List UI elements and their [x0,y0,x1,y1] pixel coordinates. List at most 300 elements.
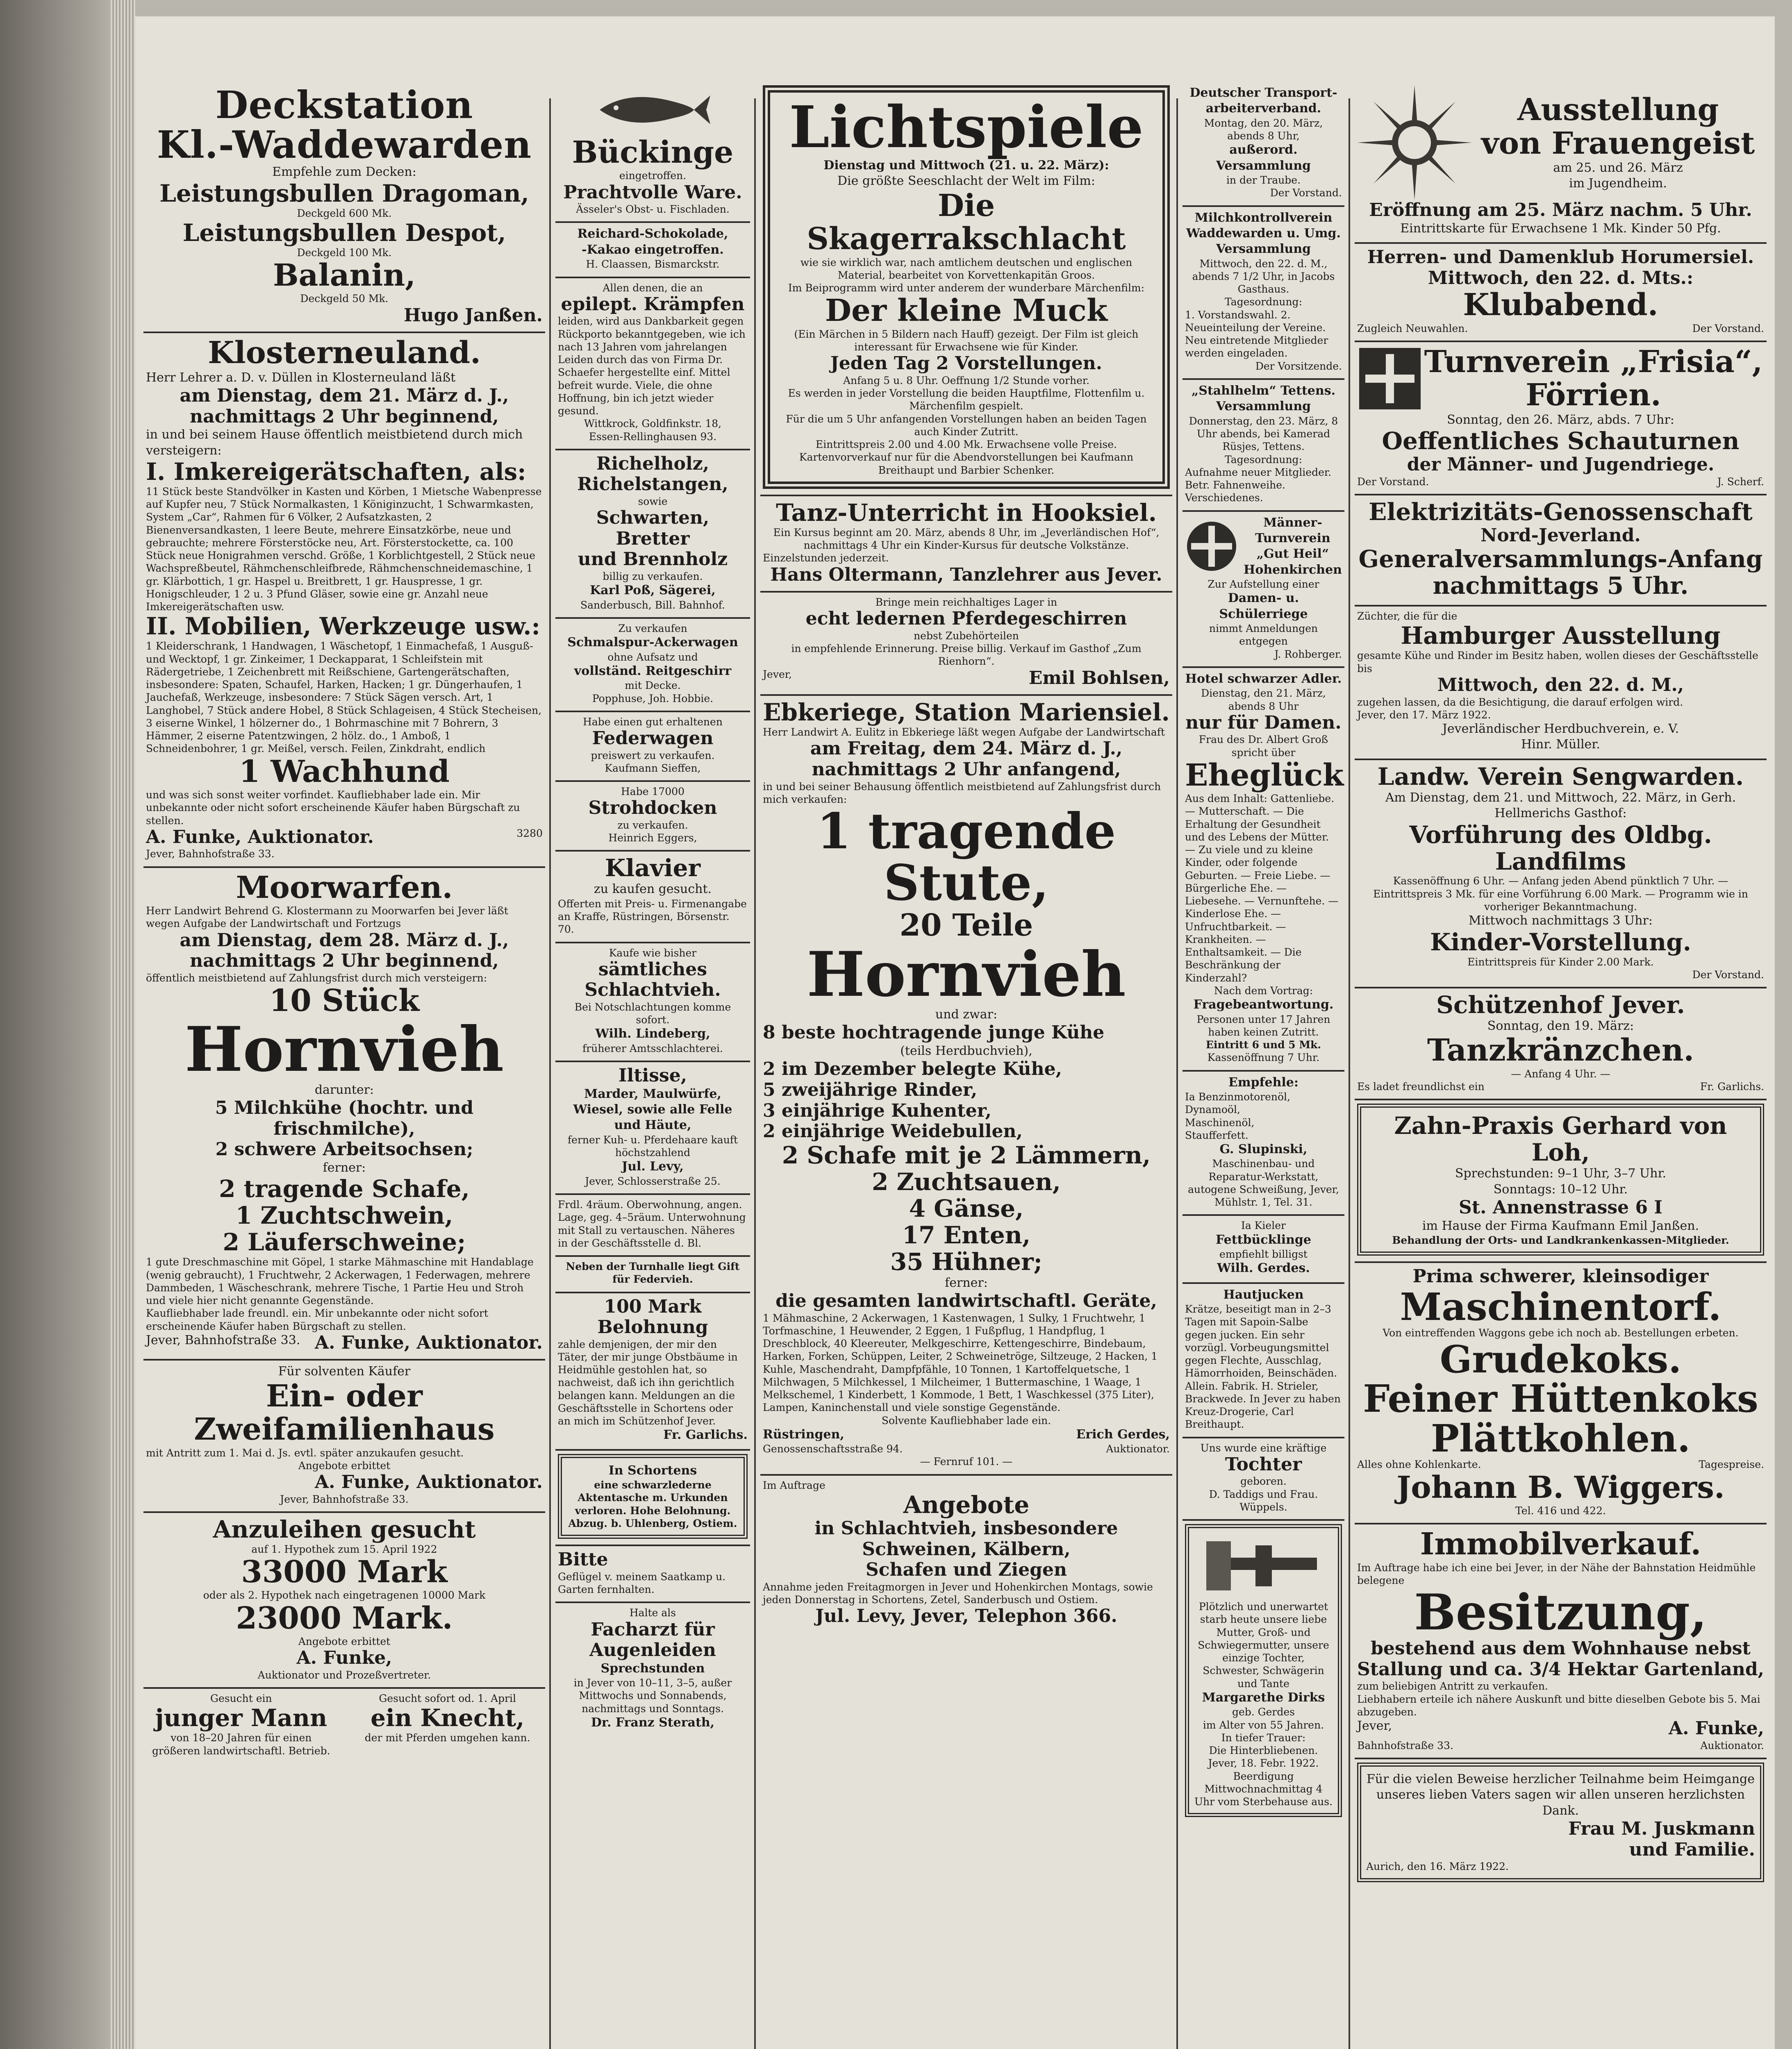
ad-text: Frau des Dr. Albert Groß spricht über [1198,734,1328,759]
ad-text: Mittwoch nachmittags 3 Uhr: [1468,913,1653,928]
signature: Heinrich Eggers, [608,832,697,844]
product-item: Ia Benzinmotorenöl, [1185,1091,1290,1103]
ad-text: Geflügel v. meinem Saatkamp u. Garten fernhalten. [558,1570,726,1596]
ad-text: oder als 2. Hypothek nach eingetragenen 10000 Mark [203,1589,486,1601]
ad-text: Aus dem Inhalt: Gattenliebe. — Mutterschaft. — Die Erhaltung der Gesundheit und des Lebens der Mütter. — Zu viele und zu kleine Kinder, oder folgende Geburten. — Freie Liebe. — Bürgerliche Ehe. — Liebesehe. — Vernunftehe. — Kinderlose Ehe. — Unfruchtbarkeit. — Krankheiten. — Enthaltsamkeit. — Die Beschränkung der Kinderzahl? [1185,793,1339,984]
ad-title: nachmittags 5 Uhr. [1433,572,1689,600]
ad-buckinge [555,82,750,223]
ad-text: Ein Kursus beginnt am 20. März, abends 8 Uhr, im „Jeverländischen Hof“, nachmittags 4 Uhr ein Kinder-Kursus für deutsche Volkstänze. [773,526,1160,551]
ad-text: mit Antritt zum 1. Mai d. Js. evtl. später anzukaufen gesucht. [146,1447,464,1459]
ad-text: nebst Zubehörteilen [914,629,1019,642]
ad-text: Beerdigung Mittwochnachmittag 4 Uhr vom Sterbehause aus. [1194,1770,1333,1808]
ad-text: Montag, den 20. März, abends 8 Uhr, [1204,117,1323,142]
ad-title: Maschinentorf. [1400,1284,1722,1329]
ad-title: Feiner Hüttenkoks [1363,1377,1758,1421]
ad-title: Versammlung [1216,399,1311,414]
ad-schuetzenhof [1355,988,1767,1100]
ad-title: Facharzt für [591,1619,715,1640]
column-2 [555,82,750,2049]
address: Jever, Bahnhofstraße 33. [146,1333,300,1347]
ad-text: und was sich sonst weiter vorfindet. Kaufliebhaber lade ein. Mir unbekannte oder nicht sofort erscheinende Käufer haben Bürgschaft zu stellen. [146,789,520,827]
ad-turnverein-frisia [1355,342,1767,495]
column-5 [1355,82,1767,2049]
ad-title: junger Mann [155,1704,327,1732]
ad-title: Tanz-Unterricht in Hooksiel. [776,498,1157,527]
address: Jever, [1357,1719,1392,1733]
ad-title: Anzuleihen gesucht [213,1515,476,1543]
film-title: Der kleine Muck [825,293,1108,329]
ad-title: Eheglück [1185,757,1344,793]
ad-title: echt ledernen Pferdegeschirren [805,608,1127,629]
ad-title: Immobilverkauf. [1420,1527,1701,1562]
ad-gift [555,1257,750,1293]
ad-text: Bringe mein reichhaltiges Lager in [875,596,1057,609]
signature: Hugo Janßen. [403,304,543,326]
ad-text: Zur Aufstellung einer [1208,578,1319,591]
ad-text: in der Traube. [1226,174,1301,186]
bull-name: Balanin, [273,257,416,293]
ad-title: ein Knecht, [371,1704,525,1732]
ad-text: Anfang 5 u. 8 Uhr. Oeffnung 1/2 Stunde vorher. [843,374,1090,386]
signature-role: Auktionator. [1700,1739,1764,1751]
ad-title: Elektrizitäts-Genossenschaft [1369,497,1753,526]
ad-title: Männer- [1263,515,1322,530]
item-count: 20 Teile [899,908,1033,943]
ad-text: Es ladet freundlichst ein [1357,1081,1485,1093]
ad-date: am Dienstag, dem 21. März d. J., [180,385,509,406]
item-heading: 1 tragende Stute, [816,802,1116,912]
ad-text: Zu verkaufen [618,622,687,634]
ad-title: Sprechstunden [600,1661,705,1676]
ad-traueranzeige [1183,1521,1344,1823]
signature: Erich Gerdes, [1076,1427,1170,1442]
livestock-item: 5 Milchkühe (hochtr. und frischmilche), [215,1097,474,1139]
amount: 23000 Mark. [236,1600,453,1636]
ad-title: Nord-Jeverland. [1480,525,1641,546]
ad-title: Federwagen [592,728,714,749]
bull-name: Leistungsbullen Despot, [182,218,506,247]
ad-title: Grudekoks. [1440,1337,1682,1381]
ad-text: am 25. und 26. März [1553,161,1683,175]
ad-text: 1 gute Dreschmaschine mit Göpel, 1 starke Mähmaschine mit Handablage (wenig gebraucht), 1 Fruchtwehr, 2 Ackerwagen, 1 Federwagen, mehrere Dammbeden, 1 Wäscheschrank, mehrere Tische, 1 Partie Heu und Stroh und viele hier nicht genannte Gegenstände. [146,1256,534,1306]
ad-title: Schmalspur-Ackerwagen [567,635,738,650]
ad-ackerwagen [555,619,750,712]
ad-subtitle: Jeden Tag 2 Vorstellungen. [830,353,1103,374]
ad-title: Wiesel, sowie alle Felle [573,1102,732,1117]
ad-text: Tagesordnung: [1224,453,1302,466]
product-item: Dynamoöl, [1185,1104,1240,1116]
ad-title: Plättkohlen. [1430,1416,1691,1461]
ad-strohdocken [555,782,750,852]
ad-title: Strohdocken [588,797,717,819]
ad-text: Sonntags: 10–12 Uhr. [1493,1182,1628,1197]
ad-title: sämtliches [598,959,707,980]
column-4 [1183,82,1344,2049]
livestock-item: 2 tragende Schafe, [219,1175,470,1203]
ad-title: Vorführung des Oldbg. Landfilms [1409,820,1712,875]
address: Jever, Bahnhofstraße 33. [280,1493,409,1505]
ad-junger-mann [146,1692,337,1757]
ad-text: bestehend aus dem Wohnhause nebst Stallung und ca. 3/4 Hektar Gartenland, [1357,1638,1764,1680]
ad-title: außerord. Versammlung [1216,143,1311,173]
ad-pferdegeschirre [760,593,1172,696]
ad-eheglueck [1183,668,1344,1072]
ad-title: Margarethe Dirks [1202,1690,1325,1705]
ad-text: Halte als [629,1607,676,1619]
ad-text: Herr Lehrer a. D. v. Düllen in Klosterneuland läßt [146,370,456,385]
livestock-item: 4 Gänse, [909,1194,1024,1222]
address: Jever, [763,668,792,680]
product-item: Staufferfett. [1185,1129,1248,1141]
ad-text: Plötzlich und unerwartet starb heute unsere liebe Mutter, Groß- und Schwiegermutter, unsere einzige Tochter, Schwester, Schwägerin und Tante [1198,1601,1329,1690]
ad-text: Sprechstunden: 9–1 Uhr, 3–7 Uhr. [1455,1166,1667,1181]
address: früherer Amtsschlachterei. [582,1042,723,1054]
address: Sanderbusch, Bill. Bahnhof. [580,599,725,611]
ad-title: Fragebeantwortung. [1193,997,1334,1012]
ad-title: Empfehle: [1228,1075,1299,1090]
ad-title: Kinder-Vorstellung. [1430,928,1691,956]
ad-title: Generalversammlungs-Anfang [1358,545,1763,573]
product-item: Maschinenöl, [1185,1116,1255,1129]
ad-klavier [555,852,750,943]
signature: A. Funke, Auktionator. [315,1472,543,1493]
ad-title: und Häute, [614,1118,691,1133]
ad-text: zu verkaufen. [617,819,688,831]
ad-title: der Männer- und Jugendriege. [1407,454,1715,475]
signature: Der Vorstand. [1692,322,1764,334]
ad-text: Die größte Seeschlacht der Welt im Film: [837,174,1095,189]
ad-text: Im Auftrage habe ich eine bei Jever, in der Nähe der Bahnstation Heidmühle belegene [1357,1561,1756,1586]
fee: Deckgeld 50 Mk. [300,293,389,305]
ad-text: Es werden in jeder Vorstellung die beiden Hauptfilme, Flottenfilm u. Märchenfilm gespielt. [788,387,1145,412]
livestock-item: die gesamten landwirtschaftl. Geräte, [775,1290,1157,1311]
signature: Hans Oltermann, Tanzlehrer aus Jever. [770,564,1162,585]
ad-knecht [352,1692,543,1757]
ad-title: Marder, Maulwürfe, [584,1086,721,1101]
livestock-item: 35 Hühner; [890,1247,1043,1276]
signature: H. Claassen, Bismarckstr. [586,258,720,270]
ad-text: — Anfang 4 Uhr. — [1511,1068,1610,1080]
ad-text: (Ein Märchen in 5 Bildern nach Hauff) gezeigt. Der Film ist gleich interessant für Erwachsene wie für Kinder. [794,328,1139,353]
sunburst-icon [1357,85,1472,200]
ad-text: Eintrittspreis für Kinder 2.00 Mark. [1467,956,1654,968]
address: Essen-Rellinghausen 93. [589,430,717,443]
signature: Dr. Franz Sterath, [591,1715,715,1730]
ad-text: Bei Notschlachtungen komme sofort. [574,1001,731,1026]
ad-hamburger-ausstellung [1355,607,1767,760]
signature: Wittkrock, Goldfinkstr. 18, [584,418,722,430]
ad-title: Ein- oder [266,1378,423,1414]
address: Rüstringen, [763,1427,844,1442]
address: Jever, Schlosserstraße 25. [585,1175,721,1187]
film-title: Die Skagerrakschlacht [807,188,1126,257]
ad-title: Klosterneuland. [208,335,481,371]
ad-title: Tanzkränzchen. [1427,1033,1694,1068]
ad-fettbuecklinge [1183,1216,1344,1283]
ad-text: Herr Landwirt Behrend G. Klostermann zu Moorwarfen bei Jever läßt wegen Aufgabe der Landwirtschaft und Fortzugs [146,905,508,930]
ad-text: im Jugendheim. [1569,176,1667,191]
ad-text: Annahme jeden Freitagmorgen in Jever und Hohenkirchen Montags, sowie jeden Donnerstag in Schortens, Zetel, Sanderbusch und Ostiem. [763,1581,1153,1606]
item-count: 10 Stück [269,983,420,1018]
column-rule [1176,98,1178,2049]
ad-title: Fettbücklinge [1216,1232,1311,1247]
signature: Frau M. Juskmann [1568,1818,1755,1840]
signature: Wilh. Lindeberg, [595,1027,710,1041]
ad-schlachtvieh [555,943,750,1063]
ad-schlachtvieh-angebote [760,1476,1172,1633]
ad-maschinentorf [1355,1263,1767,1524]
ad-iltisse [555,1062,750,1195]
signature: A. Funke, [296,1647,392,1669]
ad-text: im Alter von 55 Jahren. [1203,1719,1324,1731]
column-rule [549,98,551,2049]
ad-text: in empfehlende Erinnerung. Preise billig. Verkauf im Gasthof „Zum Rienhorn“. [791,643,1142,668]
signature: Johann B. Wiggers. [1396,1470,1725,1505]
ad-title: vollständ. Reitgeschirr [574,663,732,678]
ad-text: Jever, den 17. März 1922. [1357,709,1491,721]
signature: G. Slupinski, [1219,1142,1308,1157]
ad-text: In tiefer Trauer: [1221,1731,1306,1744]
fish-icon [591,85,714,134]
signature: Fr. Garlichs. [1700,1081,1764,1093]
ad-text: geboren. [1240,1475,1287,1488]
ad-text: Dienstag, den 21. März, abends 8 Uhr [1201,687,1326,712]
ad-code: 3280 [516,827,543,839]
ad-text: in und bei seiner Behausung öffentlich meistbietend auf Zahlungsfrist durch mich verkaufen: [763,780,1161,805]
livestock-item: 2 einjährige Weidebullen, [763,1121,1023,1142]
ad-text: billig zu verkaufen. [603,570,703,583]
signature-role: Auktionator und Prozeßvertreter. [257,1669,431,1681]
ad-text: zum beliebigen Antritt zu verkaufen. [1357,1680,1548,1692]
ad-text: ohne Aufsatz und [607,651,698,663]
ad-title: Turnverein [1255,531,1330,545]
ad-empfehle [1183,1072,1344,1216]
ad-title: von Frauengeist [1481,125,1755,161]
ad-title: Moorwarfen. [236,870,453,905]
ad-time: nachmittags 2 Uhr anfangend, [812,759,1121,780]
ad-title: Hotel schwarzer Adler. [1185,671,1342,686]
ad-text: Neben der Turnhalle liegt Gift für Federvieh. [566,1261,740,1286]
ad-title: Zahn-Praxis Gerhard von Loh, [1394,1112,1727,1167]
ad-epilepsie [555,278,750,450]
signature: Der Vorsitzende. [1255,360,1342,372]
ad-text: in Jever von 10–11, 3–5, außer Mittwochs und Sonnabends, nachmittags und Sonntags. [573,1677,732,1715]
ad-anzuleihen [143,1513,545,1689]
ad-title: Landw. Verein Sengwarden. [1377,762,1744,791]
ad-title: Hamburger Ausstellung [1401,622,1721,650]
ad-title: „Stahlhelm“ Tettens. [1191,383,1336,398]
signature: Emil Bohlsen, [1028,667,1170,688]
livestock-item: 1 Zuchtschwein, [235,1202,453,1230]
ad-title: in Schlachtvieh, insbesondere [814,1517,1118,1539]
ad-title: Iltisse, [618,1065,687,1086]
ad-text: Uns wurde eine kräftige [1200,1442,1327,1454]
ad-text: Eintritt 6 und 5 Mk. [1205,1039,1321,1051]
ad-title: Besitzung, [1414,1583,1707,1642]
ad-transportarbeiter [1183,82,1344,207]
ad-title: Tochter [1225,1454,1302,1475]
ad-text: nimmt Anmeldungen entgegen [1209,622,1318,647]
signature: Jeverländischer Herdbuchverein, e. V. [1442,722,1679,736]
ad-maennerturnverein [1183,512,1344,668]
airplane-icon [1202,1533,1325,1599]
ad-text: Gesucht ein [210,1692,272,1705]
ad-text: auf 1. Hypothek zum 15. April 1922 [251,1543,437,1555]
ad-title: Reichard-Schokolade, [577,227,728,241]
signature: J. Rohberger. [1274,648,1342,660]
ad-federwagen [555,712,750,782]
address: Wüppels. [1239,1501,1287,1513]
ad-title: In Schortens [608,1463,697,1478]
ad-danksagung [1355,1759,1767,1888]
ad-time: nachmittags 2 Uhr beginnend, [190,406,499,427]
ad-text: Im Auftrage [763,1479,826,1491]
ad-title: Richelstangen, [577,474,728,495]
signature: Fr. Garlichs. [663,1428,748,1442]
address: St. Annenstrasse 6 I [1459,1197,1662,1218]
ad-date: Mittwoch, den 22. d. M., [1437,674,1684,695]
ad-title: Deutscher Transport- [1189,86,1337,100]
fee: Deckgeld 100 Mk. [297,246,392,259]
ad-title: Bretter [616,528,690,549]
ad-klosterneuland [143,333,545,868]
ad-text: (teils Herdbuchvieh), [900,1044,1032,1059]
ad-elektrizitaet [1355,495,1767,607]
ad-text: Im Beiprogramm wird unter anderem der wunderbare Märchenfilm: [788,282,1145,294]
ad-ebkeriege [760,696,1172,1475]
ad-title: Förrien. [1526,377,1661,413]
livestock-item: 3 einjährige Kuhenter, [763,1100,992,1121]
column-3 [760,82,1172,2049]
ad-gesucht-pair [143,1689,545,1763]
ad-text: Angebote erbittet [298,1636,391,1648]
ad-text: Personen unter 17 Jahren haben keinen Zutritt. [1196,1013,1330,1038]
ad-title: Hohenkirchen [1243,562,1342,577]
column-rule [1349,98,1350,2049]
ad-title: Schlachtvieh. [584,979,721,1001]
ad-text: Für die vielen Beweise herzlicher Teilnahme beim Heimgange unseres lieben Vaters sagen wir allen unseren herzlichsten Dank. [1366,1772,1755,1818]
ad-text: von 18–20 Jahren für einen größeren landwirtschaftl. Betrieb. [152,1732,330,1757]
book-spine [0,0,135,2049]
ad-text: in und bei seinem Hause öffentlich meistbietend durch mich versteigern: [146,427,523,458]
ad-text: wie sie wirklich war, nach amtlichem deutschen und englischen Material, bearbeitet von Korvettenkapitän Groos. [800,256,1133,281]
signature: A. Funke, [1668,1718,1764,1739]
signature: Karl Poß, Sägerei, [590,583,716,598]
ad-text: Für die um 5 Uhr anfangenden Vorstellungen haben an beiden Tagen auch Kinder Zutritt. [786,413,1147,438]
ad-oberwohnung [555,1195,750,1257]
signature: Jul. Levy, [622,1159,684,1174]
ad-text: Habe 17000 [621,786,685,798]
section-heading: II. Mobilien, Werkzeuge usw.: [146,612,540,641]
ad-title: Angebote [903,1490,1030,1519]
ad-text: zugehen lassen, da die Besichtigung, die darauf erfolgen wird. [1357,696,1683,708]
ad-title: arbeiterverband. [1205,101,1321,116]
ad-text: Zugleich Neuwahlen. [1357,322,1468,334]
ad-klubabend [1355,244,1767,342]
ad-stahlhelm [1183,380,1344,512]
section-heading: I. Imkereigerätschaften, als: [146,457,526,486]
ad-text: Von eintreffenden Waggons gebe ich noch ab. Bestellungen erbeten. [1383,1327,1739,1339]
ad-title: Schützenhof Jever. [1436,991,1685,1019]
ad-text: preiswert zu verkaufen. [591,749,715,761]
ad-schortens [555,1451,750,1546]
ad-text: 1 Mähmaschine, 2 Ackerwagen, 1 Kastenwagen, 1 Sulky, 1 Fruchtwehr, 1 Torfmaschine, 1 Heuwender, 2 Eggen, 1 Fußpflug, 1 Handpflug, 1 Dreschblock, 40 Kleereuter, Melkgeschirre, Kettengeschirre, Bindebaum, Harken, Forken, Schüppen, Leiter, 2 Schweinetröge, Siltzeuge, 2 Hacken, 1 Kuhle, Maschendraht, Dampfpfähle, 10 Tonnen, 1 Kartoffelquetsche, 1 Milchwagen, 5 Milchkessel, 1 Milcheimer, 1 Buttermaschine, 1 Waage, 1 Melkschemel, 1 Kinderbett, 1 Kommode, 1 Bett, 1 Waschkessel (375 Liter), Lampen, Kaninchenstall und viele sonstige Gegenstände. [763,1312,1158,1414]
ad-text: Habe einen gut erhaltenen [583,716,723,728]
ad-text: Aurich, den 16. März 1922. [1366,1860,1509,1873]
ad-text: Tagespreise. [1699,1458,1764,1471]
column-1 [143,82,545,2049]
ad-title: Oeffentliches Schauturnen [1382,427,1740,455]
ad-zweifamilienhaus [143,1361,545,1513]
signature: Wilh. Gerdes. [1217,1261,1310,1276]
ad-text: darunter: [314,1082,374,1097]
ad-title: epilept. Krämpfen [561,293,745,315]
ad-schokolade [555,223,750,278]
signature: und Familie. [1629,1839,1755,1860]
ad-text: Tagesordnung: [1224,296,1302,308]
ad-text: Behandlung der Orts- und Landkrankenkassen-Mitglieder. [1392,1234,1729,1246]
ad-text: Empfehle zum Decken: [272,165,416,179]
ad-lichtspiele [760,82,1172,496]
ad-title: Schafen und Ziegen [866,1559,1067,1581]
ad-text: Kassenöffnung 7 Uhr. [1207,1052,1320,1064]
ad-text: Züchter, die für die [1357,610,1458,622]
ad-text: Kartenvorverkauf nur für die Abendvorstellungen bei Kaufmann Breithaupt und Barbier Schenker. [799,451,1134,476]
ad-milchkontrollverein [1183,207,1344,380]
ad-text: 1 Kleiderschrank, 1 Handwagen, 1 Wäschetopf, 1 Einmachefaß, 1 Ausguß- und Wecktopf, 1 gr. Zinkeimer, 1 Deckapparat, 1 Schleifstein mit Rädergetriebe, 1 Zeichenbrett mit Reißschiene, Gartengerätschaften, insbesondere: Spaten, Schaufel, Harken, Hacken; 1 gr. Düngerhaufen, 1 Jauchefaß, Werkzeuge, insbesondere: 7 Stück Sägen versch. Art, 1 Langhobel, 7 Stück andere Hobel, 8 Stück Schlageisen, 4 Stück Stecheisen, 3 eiserne Winkel, 1 hölzerner do., 1 Bohrmaschine mit 7 Bohrern, 3 Hämmer, 2 eiserne Patentzwingen, 2 hölz. do., 1 Amboß, 1 Schneidenbohrer, 1 gr. Meißel, versch. Feilen, Zinkdraht, endlich [146,640,542,755]
ad-text: Kassenöffnung 6 Uhr. — Anfang jeden Abend pünktlich 7 Uhr. — Eintrittspreis 3 Mk. für eine Vorführung 6.00 Mark. — Programm wie in vorheriger Bekanntmachung. [1373,875,1748,913]
ad-bitte [555,1546,750,1603]
ad-title: Richelholz, [596,453,710,474]
signature: Kaufmann Sieffen, [605,762,701,774]
signature: Der Vorstand. [1357,475,1429,488]
ad-text: 11 Stück beste Standvölker in Kasten und Körben, 1 Mietsche Wabenpresse auf Kupfer neu, 7 Stück Normalkasten, 1 Königinzucht, 1 Schwarmkasten, System „Car“, Rahmen für 6 Völker, 2 Aufsatzkasten, 2 Bienenversandkasten, 1 leere Beute, mehrere Einsatzkörbe, neue und gebrauchte; mehrere Försterstöcke neu, Art. Försterstockette, ca. 100 Stück neue Honigrahmen verschd. Größe, 1 Korblichtgestell, 2 Stück neue Wachspreßbeutel, Rähmchenschleifbrede, Rähmchenschneidemaschine, 1 gr. Klärbottich, 1 gr. Haspel u. Breitbrett, 1 gr. Hauspresse, 1 gr. Honigschleuder, 1 2 u. 3 Pfund Gläser, sowie eine gr. Anzahl neue Imkereigerätschaften usw. [146,485,542,613]
signature: A. Funke, Auktionator. [315,1332,543,1353]
ad-title: -Kakao eingetroffen. [582,242,724,257]
ad-text: Maschinenbau- und Reparatur-Werkstatt, autogene Schweißung, Jever, Mühlstr. 1, Tel. 31. [1188,1158,1339,1209]
ad-holz [555,450,750,619]
ad-title: „Gut Heil“ [1256,547,1329,561]
ad-text: Solvente Kaufliebhaber lade ein. [881,1414,1051,1427]
ad-text: Eintrittspreis 2.00 und 4.00 Mk. Erwachsene volle Preise. [816,438,1117,451]
ad-text: sowie [638,495,668,508]
amount: 33000 Mark [241,1554,448,1590]
ad-text: leiden, wird aus Dankbarkeit gegen Rückporto bekanntgegeben, wie ich nach 13 Jahren vom jahrelangen Leiden durch das von Firma Dr. Schaefer hergestellte einf. Mittel befreit wurde. Viele, die ohne Hoffnung, bin ich jetzt wieder gesund. [558,315,746,417]
ad-text: Jever, 18. Febr. 1922. [1208,1757,1319,1770]
ad-text: eingetroffen. [619,170,687,182]
ad-text: empfiehlt billigst [1219,1248,1308,1261]
ad-text: Sonntag, den 26. März, abds. 7 Uhr: [1447,412,1674,427]
livestock-item: 8 beste hochtragende junge Kühe [763,1022,1105,1043]
fee: Deckgeld 600 Mk. [297,207,392,219]
ad-title: Damen- u. Schülerriege [1219,591,1308,621]
livestock-item: 2 Schafe mit je 2 Lämmern, [782,1141,1151,1169]
signature: Der Vorstand. [1270,187,1342,199]
ad-text: 1. Vorstandswahl. 2. Neueinteilung der Vereine. Neu eintretende Mitglieder werden eingeladen. [1185,309,1328,359]
ad-text: Kaufe wie bisher [609,947,697,959]
ad-moorwarfen [143,868,545,1361]
ad-title: Lichtspiele [789,94,1144,161]
ad-date: Dienstag und Mittwoch (21. u. 22. März): [823,158,1109,173]
turner-cross-icon [1185,520,1238,573]
ad-title: Hautjucken [1223,1287,1304,1302]
livestock-item: 2 im Dezember belegte Kühe, [763,1059,1062,1080]
livestock-item: 2 schwere Arbeitsochsen; [215,1139,473,1160]
signature: Ässeler's Obst- u. Fischladen. [576,203,730,216]
ad-text: Eintrittskarte für Erwachsene 1 Mk. Kinder 50 Pfg. [1400,221,1721,236]
ad-text: geb. Gerdes [1232,1706,1295,1718]
ad-title: Versammlung [1216,242,1311,257]
